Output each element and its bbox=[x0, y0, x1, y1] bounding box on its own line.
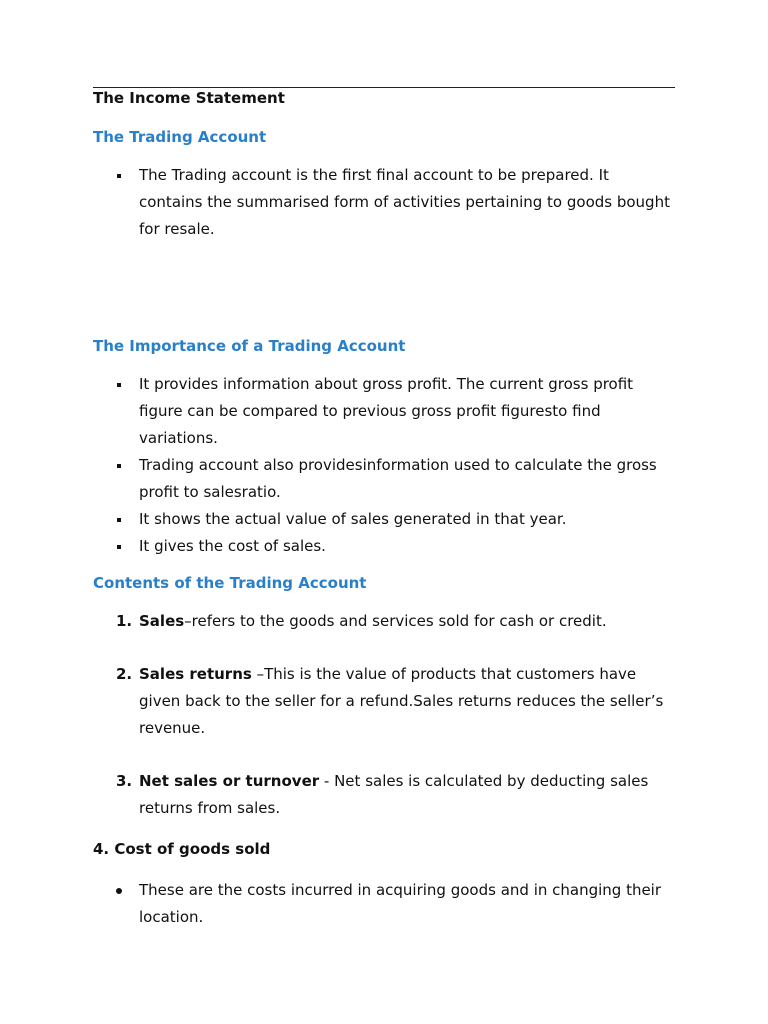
cost-of-goods-list bbox=[116, 877, 676, 931]
list-item bbox=[116, 608, 676, 635]
contents-item-net-sales bbox=[116, 768, 676, 822]
item-number: 2. bbox=[116, 665, 133, 683]
item-text: - Net sales is calculated by deducting sales returns from sales. bbox=[139, 772, 649, 817]
item-term: Sales bbox=[139, 612, 185, 630]
list-item bbox=[116, 768, 676, 822]
item-number: 3. bbox=[116, 772, 133, 790]
importance-heading: The Importance of a Trading Account bbox=[93, 337, 406, 355]
contents-item-sales bbox=[116, 608, 676, 635]
list-item bbox=[116, 661, 676, 742]
importance-list bbox=[116, 371, 676, 560]
list-item: The Trading account is the first final account to be prepared. It contains the summarised form of activities pertaining to goods bought for resale. bbox=[116, 162, 676, 243]
item-text: –refers to the goods and services sold for cash or credit. bbox=[184, 612, 607, 630]
list-item: It shows the actual value of sales generated in that year. bbox=[116, 506, 676, 533]
cost-of-goods-heading: 4. Cost of goods sold bbox=[93, 840, 271, 858]
trading-account-heading: The Trading Account bbox=[93, 128, 267, 146]
contents-item-sales-returns bbox=[116, 661, 676, 742]
top-rule bbox=[93, 87, 675, 88]
item-text: –This is the value of products that customers have given back to the seller for a refund.Sales returns reduces the seller’s revenue. bbox=[139, 665, 664, 737]
list-item: It gives the cost of sales. bbox=[116, 533, 676, 560]
contents-heading: Contents of the Trading Account bbox=[93, 574, 367, 592]
item-term: Net sales or turnover bbox=[139, 772, 320, 790]
list-item: It provides information about gross profit. The current gross profit figure can be compared to previous gross profit figuresto find variations. bbox=[116, 371, 676, 452]
item-number: 1. bbox=[116, 612, 133, 630]
trading-account-list bbox=[116, 162, 676, 243]
list-item: Trading account also providesinformation used to calculate the gross profit to salesratio. bbox=[116, 452, 676, 506]
list-item: These are the costs incurred in acquiring goods and in changing their location. bbox=[116, 877, 676, 931]
document-title: The Income Statement bbox=[93, 89, 285, 107]
item-term: Sales returns bbox=[139, 665, 252, 683]
